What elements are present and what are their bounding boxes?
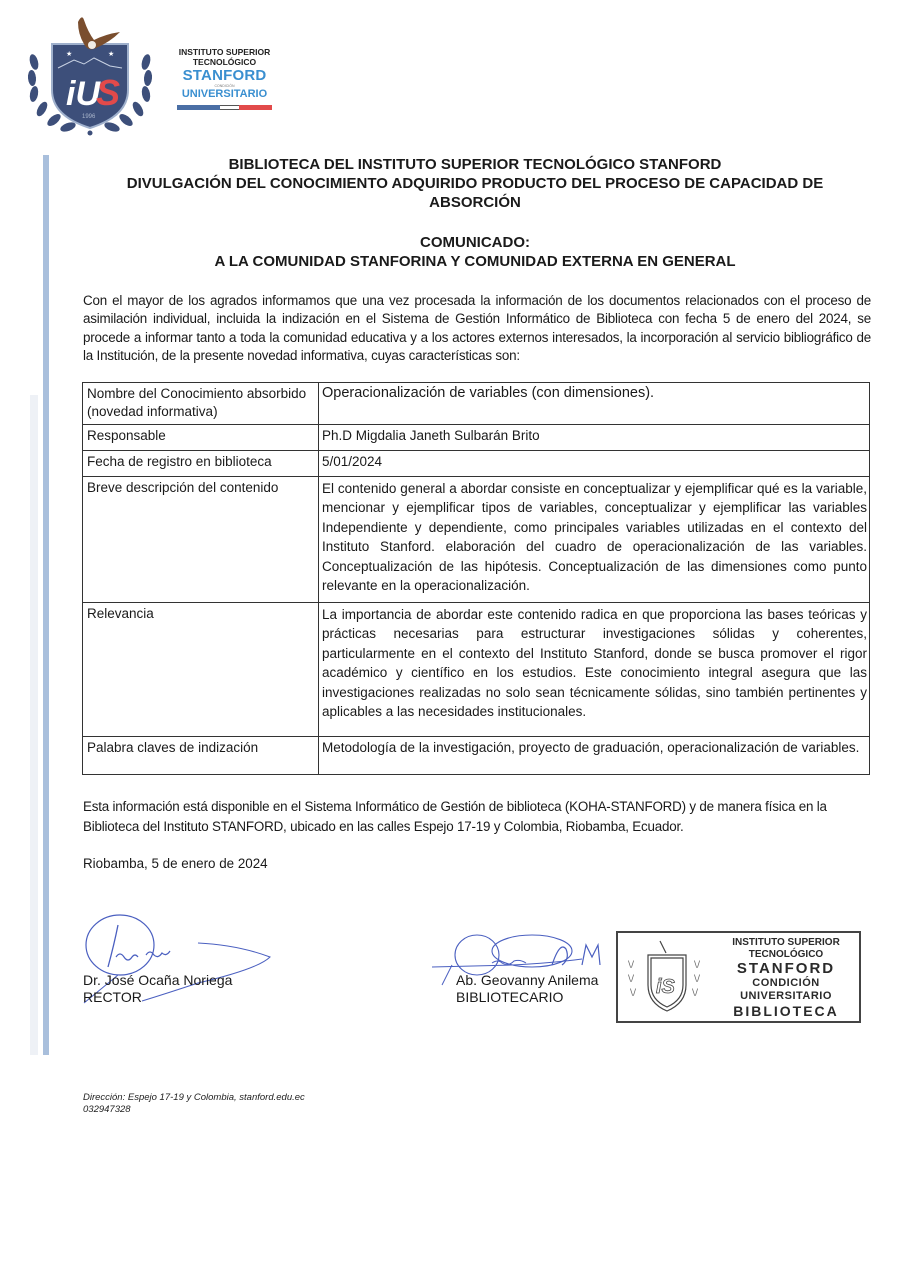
librarian-signature-block <box>456 972 598 1006</box>
row-label: Breve descripción del contenido <box>83 477 319 603</box>
stamp-line-4: CONDICIÓN <box>752 977 820 989</box>
svg-text:S: S <box>96 72 121 113</box>
brand-name: STANFORD <box>182 67 267 84</box>
document-subtitle <box>80 233 870 271</box>
knowledge-info-table <box>82 382 870 775</box>
footer <box>83 1092 305 1116</box>
document-title <box>80 155 870 212</box>
row-label: Relevancia <box>83 603 319 737</box>
librarian-role: BIBLIOTECARIO <box>456 989 564 1005</box>
table-row <box>83 425 870 451</box>
brand-line-1: INSTITUTO SUPERIOR <box>178 47 271 57</box>
stamp-line-3: STANFORD <box>736 960 836 977</box>
row-label: Palabra claves de indización <box>83 737 319 775</box>
librarian-name: Ab. Geovanny Anilema <box>456 972 599 988</box>
left-margin-bar <box>43 155 49 1055</box>
stamp-line-6: BIBLIOTECA <box>733 1003 839 1019</box>
brand-line-4: CONDICIÓN <box>214 84 235 88</box>
institute-logo <box>22 12 158 138</box>
svg-text:★: ★ <box>108 50 115 58</box>
svg-text:\/: \/ <box>692 988 699 998</box>
left-margin-shadow <box>30 395 38 1055</box>
brand-flag-bar <box>177 105 272 110</box>
row-value: 5/01/2024 <box>319 451 870 477</box>
table-row <box>83 383 870 425</box>
stamp-line-5: UNIVERSITARIO <box>740 990 832 1002</box>
brand-line-2: TECNOLÓGICO <box>192 57 257 67</box>
subtitle-line-1: COMUNICADO: <box>420 234 530 251</box>
row-value: La importancia de abordar este contenido radica en que proporciona las bases teóricas y prácticas necesarias para estructurar investigaciones sólidas y coherentes, particularmente en el contexto del Instituto Stanford, donde se busca promover el rigor académico y científico en los estudios. Este conocimiento integral asegura que las investigaciones realizadas no solo sean técnicamente sólidas, sino también pertinentes y aplicables a las necesidades institucionales. <box>319 603 870 737</box>
row-label: Responsable <box>83 425 319 451</box>
svg-text:iU: iU <box>66 75 100 113</box>
footer-address: Dirección: Espejo 17-19 y Colombia, stanford.edu.ec <box>83 1092 305 1103</box>
svg-text:\/: \/ <box>628 960 635 970</box>
stamp-text <box>714 937 858 1019</box>
row-value: Ph.D Migdalia Janeth Sulbarán Brito <box>319 425 870 451</box>
library-stamp <box>616 931 861 1023</box>
svg-text:\/: \/ <box>630 988 637 998</box>
footer-phone: 032947328 <box>83 1104 131 1115</box>
row-value: Metodología de la investigación, proyecto de graduación, operacionalización de variables. <box>319 737 870 775</box>
flag-red <box>239 105 272 110</box>
svg-text:\/: \/ <box>694 960 701 970</box>
table-row <box>83 603 870 737</box>
table-row <box>83 451 870 477</box>
table-row <box>83 477 870 603</box>
svg-text:1996: 1996 <box>82 114 96 120</box>
table-row <box>83 737 870 775</box>
institute-brand <box>172 47 277 110</box>
stamp-shield-icon <box>622 937 712 1019</box>
brand-line-5: UNIVERSITARIO <box>181 88 268 100</box>
row-label: Fecha de registro en biblioteca <box>83 451 319 477</box>
rector-role: RECTOR <box>83 989 142 1005</box>
title-line-3: ABSORCIÓN <box>429 194 521 211</box>
title-line-1: BIBLIOTECA DEL INSTITUTO SUPERIOR TECNOLÓGICO STANFORD <box>228 156 722 173</box>
availability-paragraph: Esta información está disponible en el Sistema Informático de Gestión de biblioteca (KOHA-STANFORD) y de manera física en la Biblioteca del Instituto STANFORD, ubicado en las calles Espejo 17-19 y Colombia, Riobamba, Ecuador. <box>83 799 827 834</box>
row-value: Operacionalización de variables (con dimensiones). <box>319 383 870 425</box>
svg-text:\/: \/ <box>694 974 701 984</box>
rector-signature-block <box>83 972 232 1006</box>
rector-name: Dr. José Ocaña Noriega <box>83 972 233 988</box>
subtitle-line-2: A LA COMUNIDAD STANFORINA Y COMUNIDAD EXTERNA EN GENERAL <box>214 253 736 270</box>
svg-text:\/: \/ <box>628 974 635 984</box>
svg-text:iS: iS <box>656 976 675 998</box>
flag-blue <box>177 105 220 110</box>
place-date: Riobamba, 5 de enero de 2024 <box>83 856 268 871</box>
row-value: El contenido general a abordar consiste en conceptualizar y ejemplificar qué es la variable, mencionar y ejemplificar tipos de variables, conceptualizar y ejemplificar las variables Independiente y dependiente, como principales variables utilizadas en el contexto del Instituto Stanford. elaboración del cuadro de operacionalización de las variables. Conceptualización de las hipótesis. Conceptualización de las dimensiones como punto relevante en la operacionalización. <box>319 477 870 603</box>
shield-icon <box>22 12 158 138</box>
flag-white <box>220 105 239 110</box>
stamp-line-1: INSTITUTO SUPERIOR <box>732 937 840 948</box>
row-label: Nombre del Conocimiento absorbido (novedad informativa) <box>83 383 319 425</box>
stamp-line-2: TECNOLÓGICO <box>748 949 824 960</box>
title-line-2: DIVULGACIÓN DEL CONOCIMIENTO ADQUIRIDO PRODUCTO DEL PROCESO DE CAPACIDAD DE <box>126 175 824 192</box>
intro-paragraph: Con el mayor de los agrados informamos que una vez procesada la información de los documentos relacionados con el proceso de asimilación individual, incluida la indización en el Sistema de Gestión Informático de Biblioteca con fecha 5 de enero del 2024, se procede a informar tanto a toda la comunidad educativa y a los actores externos interesados, la incorporación al servicio bibliográfico de la Institución, de la presente novedad informativa, cuyas características son: <box>83 293 871 364</box>
svg-text:★: ★ <box>66 50 73 58</box>
